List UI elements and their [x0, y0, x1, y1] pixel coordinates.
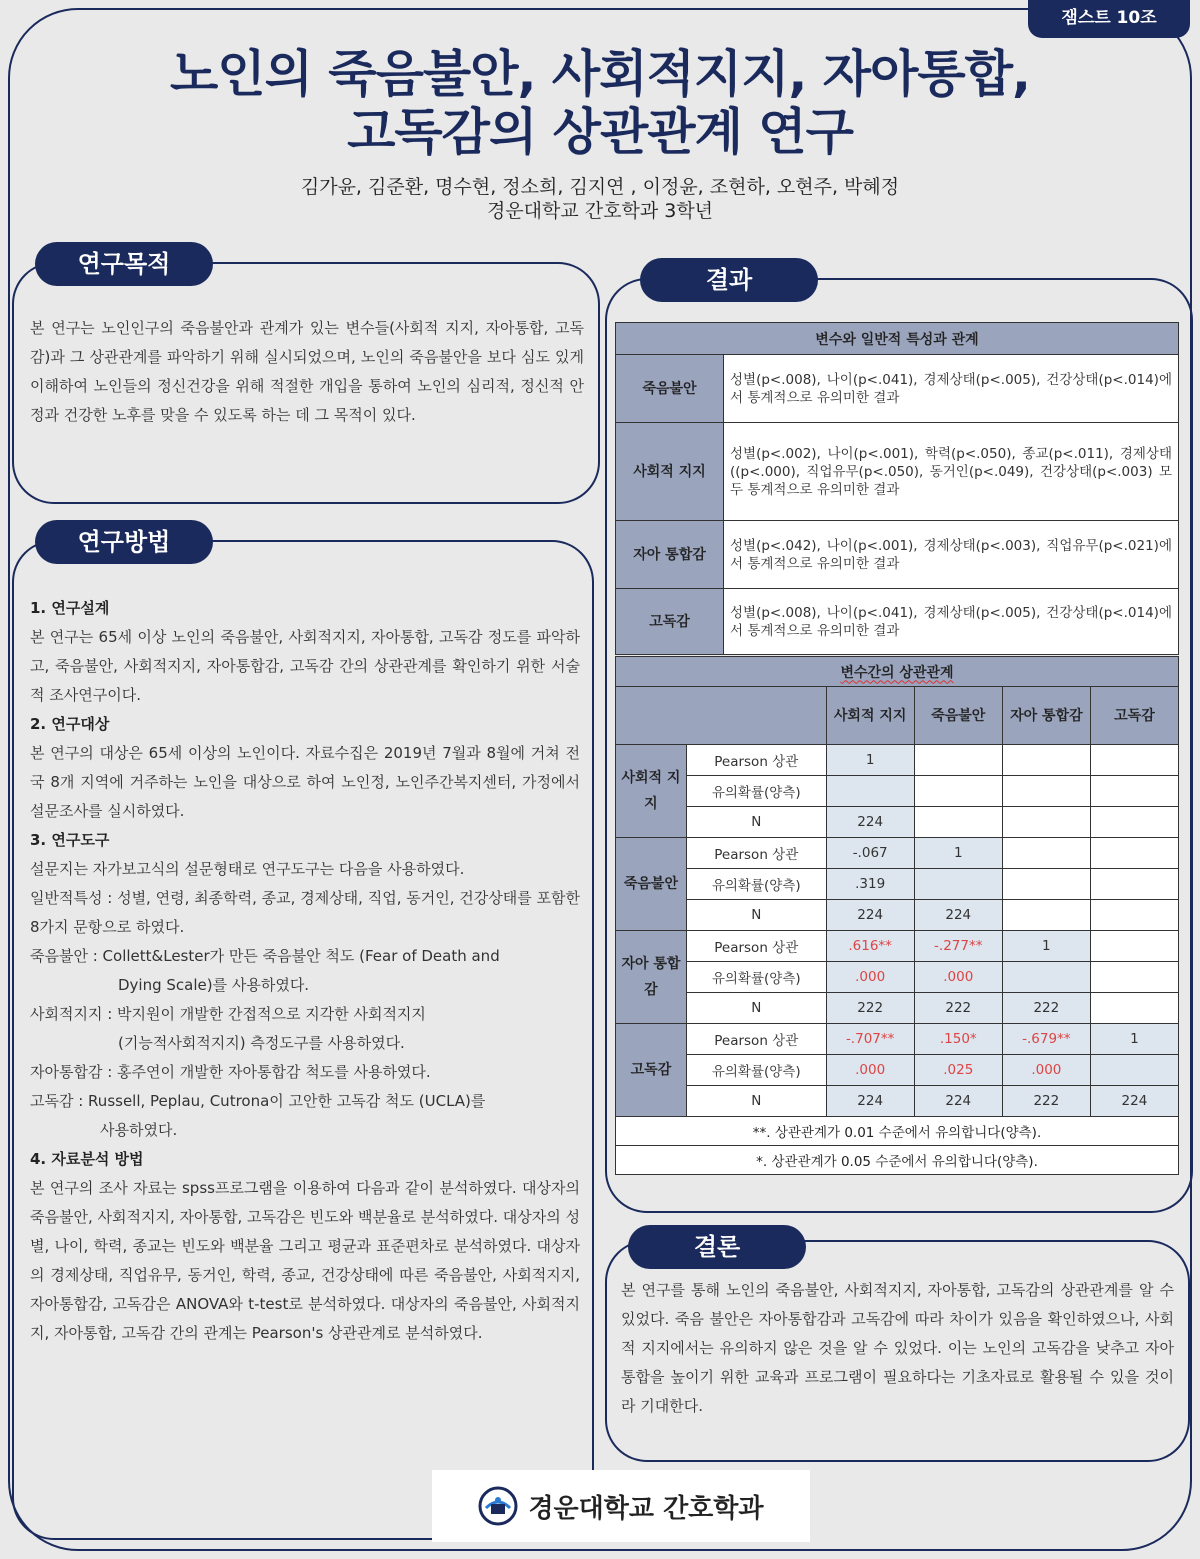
- stat-label: N: [686, 900, 826, 931]
- stat-label: N: [686, 807, 826, 838]
- row-group-label: 사회적 지지: [616, 745, 687, 838]
- purpose-heading: 연구목적: [35, 242, 213, 286]
- tools-ego-integrity: 자아통합감 : 홍주연이 개발한 자아통합감 척도를 사용하였다.: [30, 1063, 431, 1081]
- table-cell: -.707**: [826, 1024, 914, 1055]
- author-block: [0, 175, 1200, 223]
- logo-text: 경운대학교 간호학과: [528, 1493, 764, 1524]
- table-cell: 222: [914, 993, 1002, 1024]
- stat-label: Pearson 상관: [686, 931, 826, 962]
- title-line-2: 고독감의 상관관계 연구: [347, 103, 853, 161]
- table-cell: 224: [1090, 1086, 1178, 1117]
- purpose-text: 본 연구는 노인인구의 죽음불안과 관계가 있는 변수들(사회적 지지, 자아통합, 고독감)과 그 상관관계를 파악하기 위해 실시되었으며, 노인의 죽음불안을 보다 심도 있게 이해하여 노인들의 정신건강을 위해 적절한 개입을 통하여 노인의 심리적, 정신적 안정과 건강한 노후를 맞을 수 있도록 하는 데 그 목적이 있다.: [30, 319, 584, 424]
- authors: 김가윤, 김준환, 명수현, 정소희, 김지연 , 이정윤, 조현하, 오현주, 박혜정: [300, 176, 900, 198]
- table-row-text: 성별(p<.008), 나이(p<.041), 경제상태(p<.005), 건강상태(p<.014)에서 통계적으로 유의미한 결과: [724, 589, 1179, 655]
- design-text: 본 연구는 65세 이상 노인의 죽음불안, 사회적지지, 자아통합, 고독감 정도를 파악하고, 죽음불안, 사회적지지, 자아통합감, 고독감 간의 상관관계를 확인하기 위한 서술적 조사연구이다.: [30, 628, 580, 704]
- table-row: [616, 869, 1179, 900]
- table-cell: [826, 776, 914, 807]
- poster-title: [0, 45, 1200, 161]
- table-cell: 1: [1002, 931, 1090, 962]
- stat-label: 유의확률(양측): [686, 962, 826, 993]
- table-cell: 1: [826, 745, 914, 776]
- university-logo: [432, 1470, 810, 1542]
- table-row: [616, 807, 1179, 838]
- table-cell: [1090, 838, 1178, 869]
- correlation-table: [615, 656, 1179, 1175]
- column-header: 자아 통합감: [1002, 687, 1090, 745]
- tools-death-line-b: Dying Scale)를 사용하였다.: [118, 976, 310, 994]
- column-header: 죽음불안: [914, 687, 1002, 745]
- table-row-text: 성별(p<.008), 나이(p<.041), 경제상태(p<.005), 건강상태(p<.014)에서 통계적으로 유의미한 결과: [724, 355, 1179, 423]
- table-row: [616, 1024, 1179, 1055]
- subject-heading: 2. 연구대상: [30, 715, 110, 733]
- table-cell: -.679**: [1002, 1024, 1090, 1055]
- table-cell: [1090, 869, 1178, 900]
- table-cell: [1002, 776, 1090, 807]
- row-group-label: 죽음불안: [616, 838, 687, 931]
- stat-label: 유의확률(양측): [686, 869, 826, 900]
- conclusion-heading: 결론: [628, 1225, 806, 1269]
- row-group-label: 자아 통합감: [616, 931, 687, 1024]
- table-row: [616, 776, 1179, 807]
- table-cell: [914, 807, 1002, 838]
- method-body: [30, 594, 580, 1348]
- table-row-label: 사회적 지지: [616, 423, 724, 521]
- stat-label: Pearson 상관: [686, 1024, 826, 1055]
- subject-text: 본 연구의 대상은 65세 이상의 노인이다. 자료수집은 2019년 7월과 8월에 거쳐 전국 8개 지역에 거주하는 노인을 대상으로 하여 노인정, 노인주간복지센터, 가정에서 설문조사를 실시하였다.: [30, 744, 580, 820]
- table-cell: -.277**: [914, 931, 1002, 962]
- table-row-label: 고독감: [616, 589, 724, 655]
- table-cell: .000: [826, 962, 914, 993]
- row-group-label: 고독감: [616, 1024, 687, 1117]
- table-cell: [1090, 962, 1178, 993]
- table-cell: .319: [826, 869, 914, 900]
- stat-label: Pearson 상관: [686, 745, 826, 776]
- table-row: [616, 962, 1179, 993]
- table-cell: [1002, 900, 1090, 931]
- table-row: [616, 745, 1179, 776]
- table-cell: [1090, 1055, 1178, 1086]
- tools-lonely-line-b: 사용하였다.: [100, 1121, 178, 1139]
- table-cell: .025: [914, 1055, 1002, 1086]
- tools-heading: 3. 연구도구: [30, 831, 110, 849]
- table-row: [616, 931, 1179, 962]
- table-cell: 224: [826, 900, 914, 931]
- note-001: **. 상관관계가 0.01 수준에서 유의합니다(양측).: [616, 1117, 1179, 1146]
- table-row-label: 죽음불안: [616, 355, 724, 423]
- table-cell: .000: [826, 1055, 914, 1086]
- table-cell: [1090, 931, 1178, 962]
- table-row-text: 성별(p<.042), 나이(p<.001), 경제상태(p<.003), 직업유무(p<.021)에서 통계적으로 유의미한 결과: [724, 521, 1179, 589]
- table-cell: 1: [1090, 1024, 1178, 1055]
- tools-death-line-a: 죽음불안 : Collett&Lester가 만든 죽음불안 척도 (Fear of Death and: [30, 947, 500, 965]
- table-cell: [1090, 993, 1178, 1024]
- table-cell: [1090, 900, 1178, 931]
- column-header: 고독감: [1090, 687, 1178, 745]
- tools-death-anxiety: [30, 942, 580, 1000]
- analysis-heading: 4. 자료분석 방법: [30, 1150, 144, 1168]
- tools-social-support: [30, 1000, 580, 1058]
- stat-label: N: [686, 1086, 826, 1117]
- characteristics-caption: 변수와 일반적 특성과 관계: [616, 323, 1179, 355]
- table-cell: [1002, 807, 1090, 838]
- table-row-text: 성별(p<.002), 나이(p<.001), 학력(p<.050), 종교(p<.011), 경제상태((p<.000), 직업유무(p<.050), 동거인(p<.049), 건강상태(p<.003) 모두 통계적으로 유의미한 결과: [724, 423, 1179, 521]
- table-cell: 1: [914, 838, 1002, 869]
- table-cell: [1002, 838, 1090, 869]
- table-cell: [1002, 962, 1090, 993]
- affiliation: 경운대학교 간호학과 3학년: [486, 200, 714, 222]
- column-header: 사회적 지지: [826, 687, 914, 745]
- table-cell: [914, 869, 1002, 900]
- results-heading: 결과: [640, 258, 818, 302]
- table-cell: 222: [1002, 993, 1090, 1024]
- table-row-label: 자아 통합감: [616, 521, 724, 589]
- method-heading: 연구방법: [35, 520, 213, 564]
- tools-general: 일반적특성 : 성별, 연령, 최종학력, 종교, 경제상태, 직업, 동거인, 건강상태를 포함한 8가지 문항으로 하였다.: [30, 889, 580, 936]
- table-row: [616, 993, 1179, 1024]
- table-cell: .616**: [826, 931, 914, 962]
- tools-lonely-line-a: 고독감 : Russell, Peplau, Cutrona이 고안한 고독감 척도 (UCLA)를: [30, 1092, 486, 1110]
- table-cell: [1090, 776, 1178, 807]
- table-row: [616, 1055, 1179, 1086]
- table-cell: .000: [1002, 1055, 1090, 1086]
- correlation-caption: 변수간의 상관관계: [616, 657, 1179, 687]
- tools-social-line-b: (기능적사회적지지) 측정도구를 사용하였다.: [118, 1034, 405, 1052]
- title-line-1: 노인의 죽음불안, 사회적지지, 자아통합,: [169, 45, 1030, 103]
- table-row: [616, 838, 1179, 869]
- stat-label: Pearson 상관: [686, 838, 826, 869]
- stat-label: N: [686, 993, 826, 1024]
- team-badge: 잼스트 10조: [1028, 0, 1190, 38]
- analysis-text: 본 연구의 조사 자료는 spss프로그램을 이용하여 다음과 같이 분석하였다. 대상자의 죽음불안, 사회적지지, 자아통합, 고독감은 빈도와 백분율로 분석하였다. 대상자의 성별, 나이, 학력, 종교는 빈도와 백분율 그리고 평균과 표준편차로 분석하였다. 대상자의 경제상태, 직업유무, 동거인, 학력, 종교, 건강상태에 따른 죽음불안, 사회적지지, 자아통합감, 고독감은 ANOVA와 t-test로 분석하였다. 대상자의 죽음불안, 사회적지지, 자아통합, 고독감 간의 관계는 Pearson's 상관관계로 분석하였다.: [30, 1179, 580, 1342]
- table-cell: [914, 745, 1002, 776]
- table-row: [616, 900, 1179, 931]
- university-emblem-icon: [478, 1486, 518, 1526]
- correlation-body: [616, 745, 1179, 1117]
- design-heading: 1. 연구설계: [30, 599, 110, 617]
- corner-cell: [616, 687, 827, 745]
- method-panel: [12, 540, 594, 1540]
- table-cell: 224: [826, 1086, 914, 1117]
- stat-label: 유의확률(양측): [686, 1055, 826, 1086]
- table-cell: -.067: [826, 838, 914, 869]
- table-cell: [1002, 745, 1090, 776]
- table-cell: [1090, 807, 1178, 838]
- conclusion-panel: [605, 1240, 1190, 1462]
- table-cell: .000: [914, 962, 1002, 993]
- table-row: [616, 1086, 1179, 1117]
- tools-social-line-a: 사회적지지 : 박지원이 개발한 간접적으로 지각한 사회적지지: [30, 1005, 426, 1023]
- table-cell: [1090, 745, 1178, 776]
- conclusion-text: 본 연구를 통해 노인의 죽음불안, 사회적지지, 자아통합, 고독감의 상관관계를 알 수 있었다. 죽음 불안은 자아통합감과 고독감에 따라 차이가 있음을 확인하였으나, 사회적 지지에서는 유의하지 않은 것을 알 수 있었다. 이는 노인의 고독감을 낮추고 자아 통합을 높이기 위한 교육과 프로그램이 필요하다는 기초자료로 활용될 수 있을 것이라 기대한다.: [621, 1281, 1174, 1415]
- table-cell: 222: [826, 993, 914, 1024]
- table-cell: .150*: [914, 1024, 1002, 1055]
- table-cell: [914, 776, 1002, 807]
- table-cell: [1002, 869, 1090, 900]
- note-005: *. 상관관계가 0.05 수준에서 유의합니다(양측).: [616, 1146, 1179, 1175]
- table-cell: 224: [826, 807, 914, 838]
- purpose-panel: [12, 262, 600, 504]
- table-cell: 222: [1002, 1086, 1090, 1117]
- characteristics-table: [615, 322, 1179, 655]
- tools-intro: 설문지는 자가보고식의 설문형태로 연구도구는 다음을 사용하였다.: [30, 860, 465, 878]
- table-cell: 224: [914, 1086, 1002, 1117]
- table-cell: 224: [914, 900, 1002, 931]
- stat-label: 유의확률(양측): [686, 776, 826, 807]
- tools-loneliness: [30, 1087, 580, 1145]
